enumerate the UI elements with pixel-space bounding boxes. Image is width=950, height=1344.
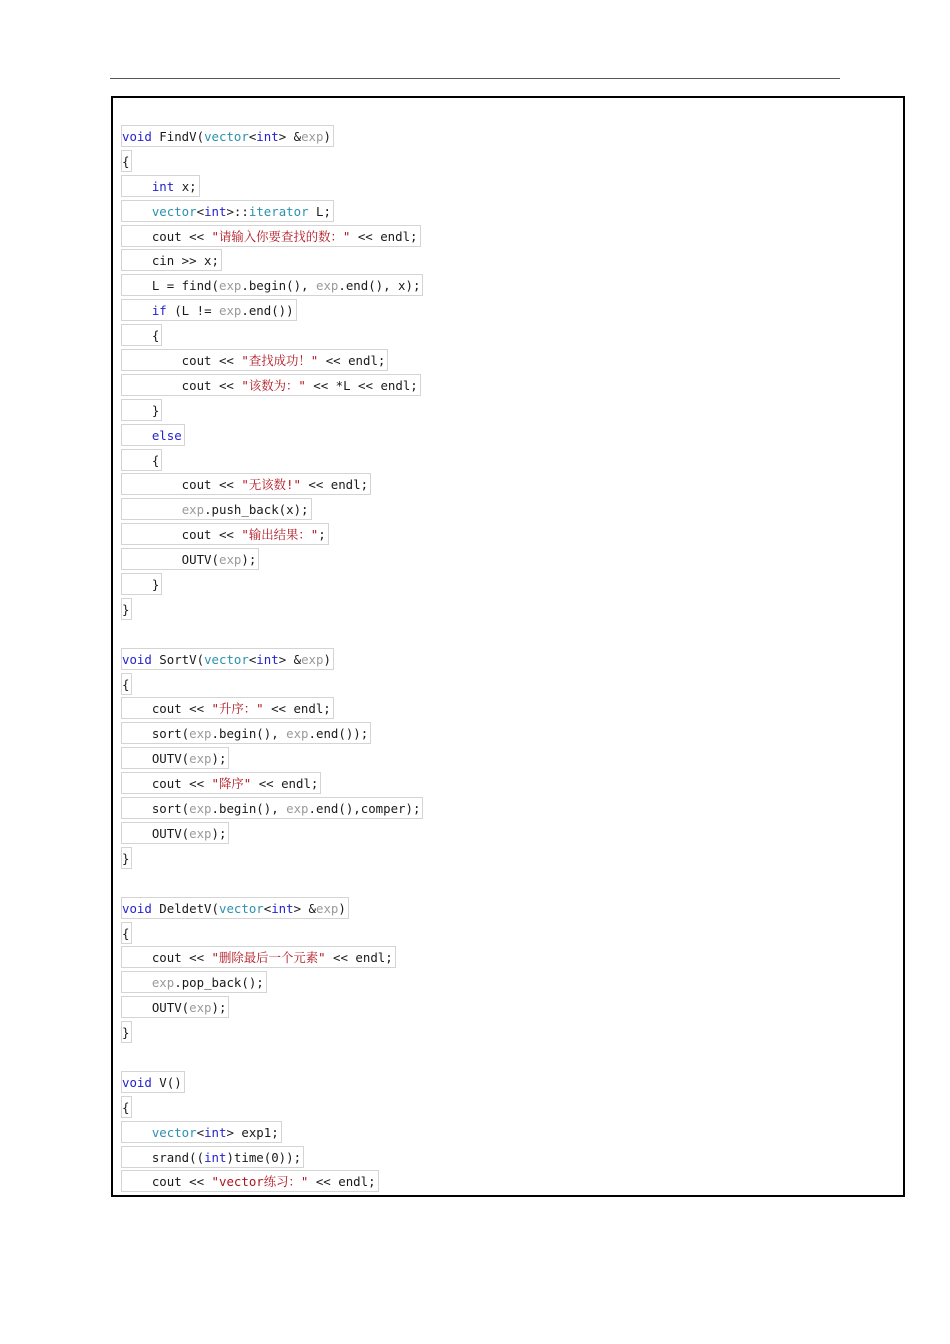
code-token: cout <<: [122, 527, 242, 543]
code-block: [111, 96, 905, 1197]
code-token: <: [248, 129, 257, 144]
code-token: int: [204, 203, 227, 219]
code-token: exp: [189, 751, 212, 767]
code-line: [121, 125, 423, 150]
code-token: L = find(: [122, 278, 219, 294]
code-token: exp: [181, 502, 205, 518]
code-token: x;: [174, 178, 197, 194]
code-token: ;: [318, 527, 326, 543]
code-token: "该数为：": [241, 377, 306, 393]
code-token: .end()): [241, 303, 294, 319]
code-text: [121, 697, 334, 719]
code-line: [121, 648, 423, 673]
code-token: << endl;: [318, 353, 386, 369]
code-token: vector: [204, 651, 249, 667]
code-token: cout <<: [122, 1174, 212, 1190]
code-text: [121, 374, 421, 396]
code-line: [121, 498, 423, 523]
code-text: [121, 1096, 132, 1118]
code-line: [121, 374, 423, 399]
code-text: [121, 349, 388, 371]
code-token: {: [122, 452, 160, 468]
code-token: "无该数!": [241, 477, 301, 493]
code-text: [121, 225, 421, 247]
code-token: cout <<: [122, 950, 212, 966]
code-token: int: [204, 1149, 227, 1165]
code-token: {: [122, 328, 160, 344]
code-token: OUTV(: [122, 751, 190, 767]
code-token: .end(), x);: [338, 278, 421, 294]
code-line: [121, 697, 423, 722]
code-token: << endl;: [308, 1174, 376, 1190]
code-token: [122, 1125, 152, 1140]
code-token: ): [323, 651, 331, 667]
code-token: cin >> x;: [122, 253, 219, 269]
code-token: .pop_back();: [174, 975, 264, 991]
code-token: exp: [189, 825, 212, 841]
code-token: exp: [151, 975, 175, 991]
code-text: [121, 897, 349, 919]
code-token: exp: [286, 801, 309, 817]
code-token: .begin(),: [241, 278, 316, 294]
code-token: [122, 502, 182, 517]
code-token: OUTV(: [122, 552, 219, 568]
code-line: [121, 772, 423, 797]
code-text: [121, 399, 162, 421]
code-line: [121, 971, 423, 996]
code-token: srand((: [122, 1149, 205, 1165]
code-token: V(): [151, 1074, 182, 1090]
code-token: > &: [278, 129, 302, 144]
code-token: {: [122, 153, 130, 169]
code-line: [121, 673, 423, 698]
code-token: }: [122, 601, 130, 617]
code-text: [121, 548, 259, 570]
code-token: .end());: [308, 726, 369, 742]
code-token: exp: [218, 278, 242, 294]
code-line: [121, 324, 423, 349]
code-token: [122, 975, 152, 990]
code-token: << *L << endl;: [305, 377, 418, 393]
code-token: "查找成功！": [241, 353, 319, 369]
code-token: exp: [301, 129, 324, 144]
code-line: [121, 473, 423, 498]
code-line: [121, 822, 423, 847]
code-text: [121, 648, 334, 670]
code-text: [121, 573, 162, 595]
code-token: exp: [189, 1000, 212, 1016]
code-token: int: [271, 900, 294, 916]
code-line: [121, 225, 423, 250]
code-token: [122, 303, 152, 318]
code-token: << endl;: [325, 950, 393, 966]
code-text: [121, 324, 162, 346]
code-token: int: [204, 1124, 227, 1140]
code-token: sort(: [122, 726, 190, 742]
code-text: [121, 1121, 282, 1143]
code-text: [121, 200, 334, 222]
code-token: > exp1;: [226, 1124, 279, 1140]
code-line: [121, 1170, 423, 1195]
code-token: if: [151, 303, 167, 319]
code-line: [121, 1096, 423, 1121]
code-line: [121, 200, 423, 225]
code-line: [121, 249, 423, 274]
code-text: [121, 747, 229, 769]
code-token: exp: [189, 726, 212, 742]
code-token: <: [248, 651, 257, 667]
code-token: .begin(),: [211, 801, 287, 817]
code-token: exp: [316, 900, 339, 916]
code-token: .begin(),: [211, 726, 287, 742]
code-token: SortV(: [151, 651, 205, 667]
code-token: void: [122, 1074, 152, 1090]
code-text: [121, 1146, 304, 1168]
code-line: [121, 175, 423, 200]
code-token: > &: [293, 900, 316, 916]
code-token: }: [122, 850, 130, 866]
code-text: [121, 498, 312, 520]
code-text: [121, 1071, 185, 1093]
code-line: [121, 1021, 423, 1046]
code-line: [121, 996, 423, 1021]
code-token: "vector练习：": [211, 1174, 309, 1190]
code-token: > &: [278, 651, 302, 667]
blank-line: [121, 623, 423, 648]
code-line: [121, 747, 423, 772]
code-text: [121, 249, 222, 271]
code-token: exp: [218, 552, 242, 568]
code-line: [121, 349, 423, 374]
code-token: else: [151, 427, 182, 443]
code-token: << endl;: [263, 701, 331, 717]
code-token: cout <<: [122, 353, 242, 369]
code-text: [121, 822, 229, 844]
code-token: vector: [151, 203, 197, 219]
code-token: }: [122, 402, 160, 418]
code-text: [121, 523, 329, 545]
code-line: [121, 573, 423, 598]
code-token: cout <<: [122, 228, 212, 244]
code-token: cout <<: [122, 701, 212, 717]
code-token: FindV(: [151, 129, 205, 144]
code-token: {: [122, 925, 130, 941]
code-text: [121, 175, 200, 197]
code-token: exp: [218, 303, 242, 319]
code-token: vector: [218, 900, 264, 916]
code-token: [122, 428, 152, 443]
code-token: sort(: [122, 801, 190, 817]
code-text: [121, 125, 334, 147]
code-token: );: [211, 825, 227, 841]
code-line: [121, 523, 423, 548]
code-token: }: [122, 577, 160, 593]
code-line: [121, 922, 423, 947]
code-token: vector: [204, 129, 249, 144]
code-text: [121, 1021, 132, 1043]
code-token: [122, 204, 152, 219]
code-token: <: [196, 1124, 205, 1140]
code-token: <: [196, 203, 205, 219]
code-text: [121, 797, 423, 819]
code-text: [121, 922, 132, 944]
code-token: .end(),comper);: [308, 801, 421, 817]
code-text: [121, 772, 321, 794]
code-line: [121, 722, 423, 747]
code-token: L;: [308, 203, 331, 219]
code-token: [122, 179, 152, 194]
code-token: cout <<: [122, 477, 242, 493]
code-token: << endl;: [350, 228, 418, 244]
code-text: [121, 449, 162, 471]
blank-line: [121, 872, 423, 897]
code-line: [121, 598, 423, 623]
code-token: {: [122, 1099, 130, 1115]
code-text: [121, 996, 229, 1018]
code-token: "删除最后一个元素": [211, 950, 326, 966]
code-token: ): [323, 129, 331, 144]
code-line: [121, 150, 423, 175]
code-text: [121, 150, 132, 172]
code-token: void: [122, 900, 152, 916]
code-text: [121, 946, 396, 968]
code-line: [121, 946, 423, 971]
code-token: "降序": [211, 776, 252, 792]
code-token: .push_back(x);: [204, 502, 309, 518]
code-token: cout <<: [122, 776, 212, 792]
code-token: "升序：": [211, 701, 264, 717]
code-line: [121, 847, 423, 872]
code-line: [121, 274, 423, 299]
code-line: [121, 424, 423, 449]
code-token: void: [122, 651, 152, 667]
code-token: vector: [151, 1124, 197, 1140]
code-token: "输出结果：": [241, 527, 319, 543]
code-text: [121, 673, 132, 695]
code-token: iterator: [248, 203, 309, 219]
code-lines: [121, 125, 423, 1195]
code-line: [121, 449, 423, 474]
code-token: {: [122, 676, 130, 692]
code-text: [121, 847, 132, 869]
code-line: [121, 797, 423, 822]
code-token: (L !=: [166, 303, 219, 319]
code-token: cout <<: [122, 377, 242, 393]
code-line: [121, 399, 423, 424]
code-text: [121, 299, 297, 321]
header-rule: [110, 78, 840, 79]
code-token: int: [151, 178, 175, 194]
code-line: [121, 1121, 423, 1146]
code-line: [121, 299, 423, 324]
code-text: [121, 1170, 379, 1192]
code-token: << endl;: [251, 776, 319, 792]
code-token: OUTV(: [122, 825, 190, 841]
code-text: [121, 274, 423, 296]
code-token: );: [211, 1000, 227, 1016]
code-text: [121, 473, 371, 495]
code-token: << endl;: [300, 477, 369, 493]
code-line: [121, 1071, 423, 1096]
code-token: exp: [301, 651, 324, 667]
code-token: <: [263, 900, 272, 916]
code-token: int: [256, 651, 279, 667]
code-token: );: [241, 552, 257, 568]
code-token: exp: [315, 278, 339, 294]
code-text: [121, 971, 267, 993]
code-text: [121, 722, 371, 744]
code-line: [121, 548, 423, 573]
code-text: [121, 424, 185, 446]
code-token: DeldetV(: [151, 900, 219, 916]
code-token: int: [256, 129, 279, 144]
code-token: void: [122, 129, 152, 144]
code-token: }: [122, 1025, 130, 1041]
code-token: exp: [189, 801, 212, 817]
code-line: [121, 1146, 423, 1171]
code-token: exp: [286, 726, 309, 742]
code-token: "请输入你要查找的数：": [211, 228, 351, 244]
code-token: );: [211, 751, 227, 767]
code-token: OUTV(: [122, 1000, 190, 1016]
code-token: ): [338, 900, 346, 916]
code-token: )time(0));: [226, 1149, 302, 1165]
blank-line: [121, 1046, 423, 1071]
code-token: >::: [226, 203, 249, 219]
code-text: [121, 598, 132, 620]
code-line: [121, 897, 423, 922]
